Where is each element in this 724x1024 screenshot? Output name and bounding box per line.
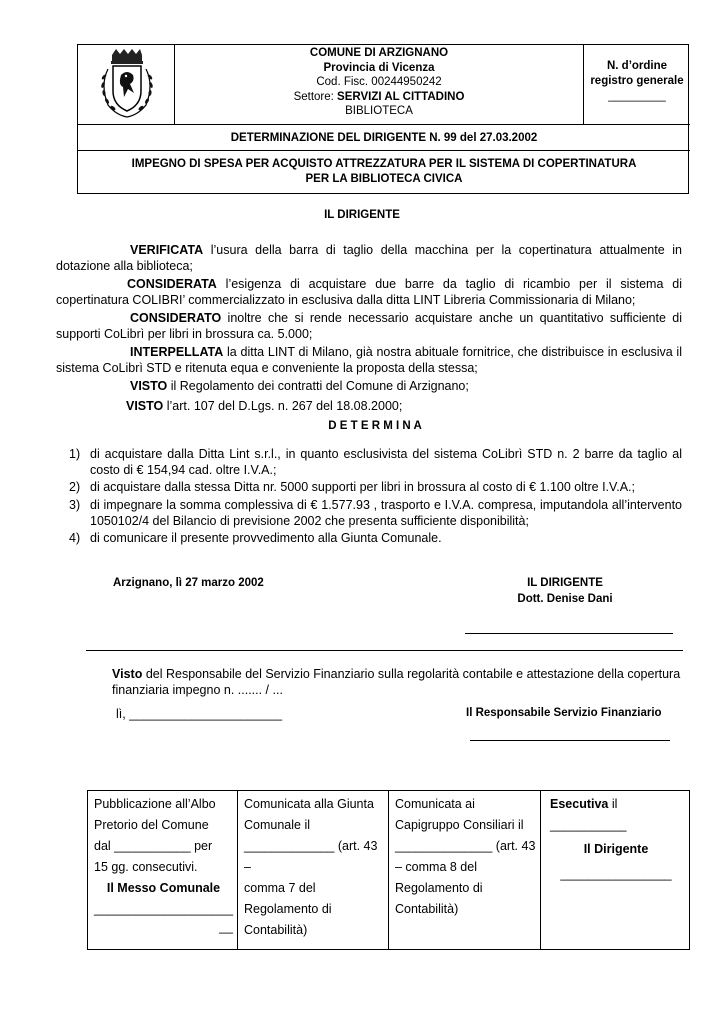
esecutiva-signature-blank: ________________ [560, 867, 672, 881]
responsabile-finanziario: Il Responsabile Servizio Finanziario [466, 707, 662, 719]
paragraph-visto-dlgs: VISTO l’art. 107 del D.Lgs. n. 267 del 18.08.2000; [126, 399, 403, 413]
determina-item-1: 1) di acquistare dalla Ditta Lint s.r.l., in quanto esclusivista del sistema CoLibrì STD n. 2 barre da taglio al costo di € 154,94 cad. oltre I.V.A.; [69, 447, 682, 477]
determina-item-3: 3) di impegnare la somma complessiva di € 1.577.93 , trasporto e I.V.A. compresa, imputandola all’intervento 1050102/4 del Bilancio di previsione 2002 che presenta sufficiente disponibilità; [69, 498, 682, 528]
ordine-line1: N. d’ordine [606, 60, 668, 72]
publication-table [87, 790, 690, 950]
municipality-info-cell [175, 45, 584, 125]
giunta-line-1: Comunicata alla Giunta [244, 797, 374, 811]
signature-line [465, 633, 673, 634]
messo-signature-blank: ____________________ [94, 902, 234, 916]
esecutiva-dirigente: Il Dirigente [583, 842, 649, 856]
giunta-line-4: comma 7 del [244, 881, 316, 895]
messo-comunale: Il Messo Comunale [106, 881, 221, 895]
paragraph-visto-regolamento: VISTO il Regolamento dei contratti del Comune di Arzignano; [130, 379, 469, 393]
responsabile-signature-line [470, 740, 670, 741]
pubblicazione-line-1: Pubblicazione all’Albo [94, 797, 216, 811]
ordine-line2: registro generale [590, 75, 684, 87]
visto-paragraph: Visto del Responsabile del Servizio Finanziario sulla regolarità contabile e attestazione della copertura finanziaria impegno n. ....... / ... [112, 667, 681, 697]
pubblicazione-line-3: dal ___________ per [94, 839, 213, 853]
giunta-line-6: Contabilità) [244, 923, 308, 937]
settore: Settore: SERVIZI AL CITTADINO [293, 90, 465, 103]
determina-item-4: 4) di comunicare il presente provvedimento alla Giunta Comunale. [69, 531, 442, 545]
esecutiva-label: Esecutiva il [550, 797, 618, 811]
paragraph-considerata: CONSIDERATA l’esigenza di acquistare due barre da taglio di ricambio per il sistema di copertinatura COLIBRI’ commercializzato in esclusiva dalla ditta LINT Libreria Commissionaria di Milano; [56, 277, 682, 307]
paragraph-verificata: VERIFICATA l’usura della barra di taglio della macchina per la copertinatura attualmente in dotazione alla biblioteca; [56, 243, 682, 273]
pubblicazione-line-4: 15 gg. consecutivi. [94, 860, 198, 874]
esecutiva-blank: ___________ [550, 818, 627, 832]
biblioteca-label: BIBLIOTECA [345, 105, 413, 117]
visto-li-date: lì, ______________________ [116, 707, 283, 721]
capigruppo-line-6: Contabilità) [395, 902, 459, 916]
capigruppo-line-4: – comma 8 del [395, 860, 477, 874]
coat-of-arms-logo [92, 49, 162, 121]
il-dirigente-heading: IL DIRIGENTE [324, 209, 400, 221]
cod-fisc: Cod. Fisc. 00244950242 [316, 76, 442, 88]
oggetto-line1: IMPEGNO DI SPESA PER ACQUISTO ATTREZZATURA PER IL SISTEMA DI COPERTINATURA [131, 158, 637, 170]
signature-name: Dott. Denise Dani [517, 593, 613, 605]
separator-line [86, 650, 683, 651]
giunta-column [238, 791, 389, 949]
oggetto-row [78, 151, 690, 195]
determina-heading: D E T E R M I N A [328, 420, 422, 432]
determinazione-row [78, 125, 690, 151]
comune-name: COMUNE DI ARZIGNANO [309, 47, 449, 59]
logo-cell [78, 45, 175, 125]
oggetto-line2: PER LA BIBLIOTECA CIVICA [305, 173, 463, 185]
header-box [77, 44, 689, 194]
esecutiva-column [541, 791, 689, 949]
pubblicazione-column [88, 791, 238, 949]
determinazione-title: DETERMINAZIONE DEL DIRIGENTE N. 99 del 27.03.2002 [230, 132, 538, 144]
ordine-blank: _________ [608, 90, 666, 102]
provincia: Provincia di Vicenza [323, 61, 435, 74]
capigruppo-column [389, 791, 541, 949]
giunta-line-2: Comunale il [244, 818, 311, 832]
messo-dash: __ [219, 920, 233, 934]
ordine-cell [584, 45, 690, 125]
paragraph-interpellata: INTERPELLATA la ditta LINT di Milano, già nostra abituale fornitrice, che distribuisce in esclusiva il sistema CoLibrì STD e ritenuta equa e conveniente la proposta della stessa; [56, 345, 682, 375]
determina-item-2: 2) di acquistare dalla stessa Ditta nr. 5000 supporti per libri in brossura al costo di € 1.100 oltre I.V.A.; [69, 480, 635, 494]
place-date: Arzignano, lì 27 marzo 2002 [113, 577, 264, 589]
giunta-line-3: _____________ (art. 43 – [244, 839, 378, 874]
capigruppo-line-1: Comunicata ai [395, 797, 475, 811]
signature-title: IL DIRIGENTE [527, 577, 603, 589]
giunta-line-5: Regolamento di [244, 902, 332, 916]
pubblicazione-line-2: Pretorio del Comune [94, 818, 209, 832]
capigruppo-line-2: Capigruppo Consiliari il [395, 818, 524, 832]
paragraph-considerato: CONSIDERATO inoltre che si rende necessario acquistare anche un quantitativo sufficiente di supporti CoLibrì per libri in brossura ca. 5.000; [56, 311, 682, 341]
capigruppo-line-5: Regolamento di [395, 881, 483, 895]
capigruppo-line-3: ______________ (art. 43 [395, 839, 536, 853]
